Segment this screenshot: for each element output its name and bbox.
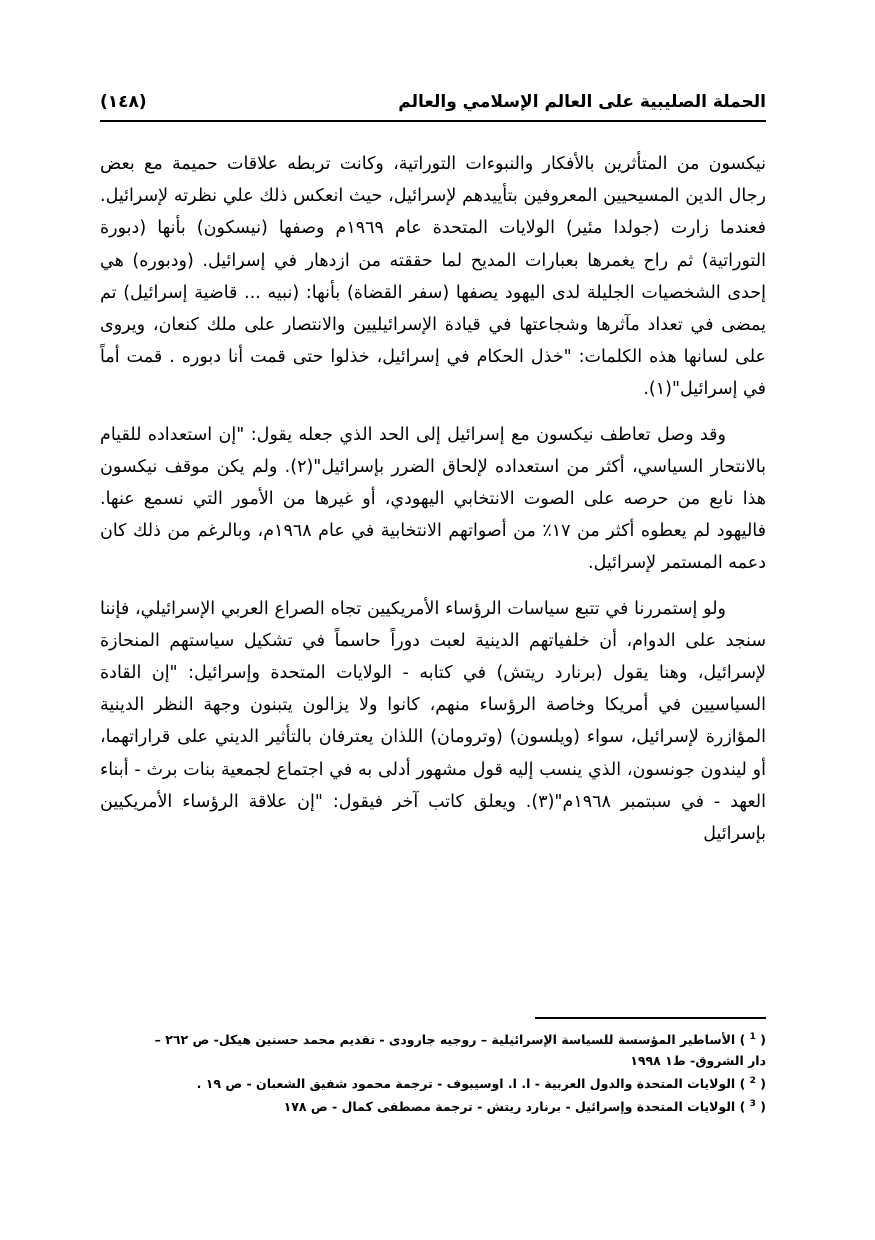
- footnote-marker: ( $^1$ ): [739, 1032, 766, 1048]
- main-text: [100, 148, 766, 863]
- footnote-marker: ( $^3$ ): [739, 1099, 766, 1115]
- paragraph-2: وقد وصل تعاطف نيكسون مع إسرائيل إلى الحد الذي جعله يقول: "إن استعداده للقيام بالانتحار السياسي، أكثر من استعداده لإلحاق الضرر بإسرائيل"(٢). ولم يكن موقف نيكسون هذا نابع من حرصه على الصوت الانتخابي اليهودي، أو غيرها من الأمور التي نسمع عنها. فاليهود لم يعطوه أكثر من ١٧٪ من أصواتهم الانتخابية في عام ١٩٦٨م، وبالرغم من ذلك كان دعمه المستمر لإسرائيل.: [100, 424, 766, 574]
- footnote-text: الأساطير المؤسسة للسياسة الإسرائيلية – روجيه جارودى - تقديم محمد حسنين هيكل- ص ٢٦٢ –: [154, 1032, 736, 1048]
- footnote-1: [100, 1027, 766, 1050]
- footnote-text: الولايات المتحدة والدول العربية - ا. ا. اوسيبوف - ترجمة محمود شفيق الشعبان - ص ١٩ .: [196, 1076, 736, 1092]
- footnote-text: دار الشروق- ط١ ١٩٩٨: [630, 1053, 766, 1069]
- footnote-3: [100, 1094, 766, 1117]
- running-header: [100, 87, 766, 117]
- paragraph-1: نيكسون من المتأثرين بالأفكار والنبوءات التوراتية، وكانت تربطه علاقات حميمة مع بعض رجال الدين المسيحيين المعروفين بتأييدهم لإسرائيل، حيث انعكس ذلك علي نظرته لإسرائيل. فعندما زارت (جولدا مئير) الولايات المتحدة عام ١٩٦٩م وصفها (نيسكون) بأنها (دبورة التوراتية) ثم راح يغمرها بعبارات المديح لما حققته من ازدهار في إسرائيل. (ودبوره) هي إحدى الشخصيات الجليلة لدى اليهود يصفها (سفر القضاة) بأنها: (نبيه ... قاضية إسرائيل) تم يمضى في تعداد مآثرها وشجاعتها في قيادة الإسرائيليين والانتصار على ملك كنعان، ويروى على لسانها هذه الكلمات: "خذل الحكام في إسرائيل، خذلوا حتى قمت أنا دبوره . قمت أماً في إسرائيل"(١).: [100, 154, 766, 400]
- footnotes: [100, 1027, 766, 1117]
- footnote-divider: [535, 1017, 766, 1019]
- footnote-text: الولايات المتحدة وإسرائيل - برنارد ريتش - ترجمة مصطفى كمال - ص ١٧٨: [283, 1099, 736, 1115]
- running-header-title: الحملة الصليبية على العالم الإسلامي والعالم: [398, 92, 766, 112]
- footnote-1-continuation: [100, 1050, 766, 1071]
- header-divider: [100, 120, 766, 122]
- page-number: (١٤٨): [100, 92, 147, 112]
- paragraph-3: ولو إستمررنا في تتبع سياسات الرؤساء الأمريكيين تجاه الصراع العربي الإسرائيلي، فإننا سنجد على الدوام، أن خلفياتهم الدينية لعبت دوراً حاسماً في تشكيل سياستهم المنحازة لإسرائيل، وهنا يقول (برنارد ريتش) في كتابه - الولايات المتحدة وإسرائيل: "إن القادة السياسيين في أمريكا وخاصة الرؤساء منهم، كانوا ولا يزالون يتبنون وجهة النظر الدينية المؤازرة لإسرائيل، سواء (ويلسون) (وترومان) اللذان يعترفان بالتأثير الديني على قراراتهما، أو ليندون جونسون، الذي ينسب إليه قول مشهور أدلى به في اجتماع لجمعية بنات برث - أبناء العهد - في سبتمبر ١٩٦٨م"(٣). ويعلق كاتب آخر فيقول: "إن علاقة الرؤساء الأمريكيين بإسرائيل: [100, 598, 766, 845]
- footnote-2: [100, 1071, 766, 1094]
- footnote-marker: ( $^2$ ): [739, 1076, 766, 1092]
